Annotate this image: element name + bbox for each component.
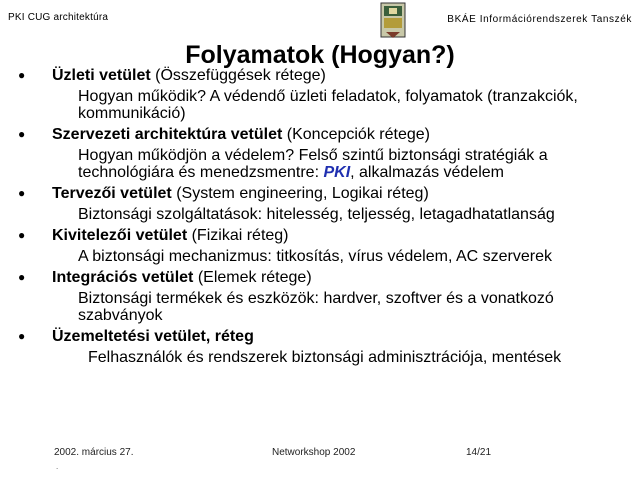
item-description: Felhasználók és rendszerek biztonsági adminisztrációja, mentések <box>88 349 562 366</box>
list-item <box>18 227 592 265</box>
item-heading: Integrációs vetület <box>52 269 194 286</box>
description-text-end: , alkalmazás védelem <box>350 164 504 181</box>
item-subtitle: (Fizikai réteg) <box>187 227 289 244</box>
list-item <box>18 185 592 223</box>
item-heading: Üzemeltetési vetület, réteg <box>52 328 254 345</box>
item-subtitle: (Összefüggések rétege) <box>150 67 326 84</box>
item-heading: Szervezeti architektúra vetület <box>52 126 283 143</box>
footer-page-number: 14/21 <box>466 447 492 458</box>
list-item <box>18 328 592 366</box>
bullet-icon: ● <box>18 329 26 343</box>
item-heading: Kivitelezői vetület <box>52 227 188 244</box>
item-subtitle: (Koncepciók rétege) <box>282 126 430 143</box>
item-description: Biztonsági szolgáltatások: hitelesség, teljesség, letagadhatatlanság <box>78 206 555 223</box>
list-item <box>18 126 592 181</box>
item-description: A biztonsági mechanizmus: titkosítás, vírus védelem, AC szerverek <box>78 248 552 265</box>
header-course-title: PKI CUG architektúra <box>8 12 109 23</box>
footer-date: 2002. március 27. <box>54 447 134 458</box>
bullet-icon: ● <box>18 127 26 141</box>
description-text: Hogyan működjön a védelem? Felső szintű biztonsági stratégiák a technológiára és menedzsmentre: <box>78 147 548 181</box>
header-department: BKÁE Információrendszerek Tanszék <box>447 14 632 25</box>
bullet-icon: ● <box>18 68 26 82</box>
bullet-icon: ● <box>18 186 26 200</box>
slide-title: Folyamatok (Hogyan?) <box>185 41 455 69</box>
item-heading: Tervezői vetület <box>52 185 172 202</box>
bullet-icon: ● <box>18 270 26 284</box>
list-item <box>18 67 592 122</box>
university-logo <box>378 2 408 42</box>
pki-highlight: PKI <box>323 164 351 181</box>
bullet-list <box>18 67 592 370</box>
list-item <box>18 269 592 324</box>
item-subtitle: (System engineering, Logikai réteg) <box>171 185 429 202</box>
item-description: Biztonsági termékek és eszközök: hardver, szoftver és a vonatkozó szabványok <box>78 290 554 324</box>
item-subtitle: (Elemek rétege) <box>193 269 312 286</box>
item-heading: Üzleti vetület <box>52 67 151 84</box>
item-description <box>52 147 592 181</box>
item-description: Hogyan működik? A védendő üzleti feladatok, folyamatok (tranzakciók, kommunikáció) <box>78 88 578 122</box>
footer-dot: . <box>56 462 59 471</box>
footer-event: Networkshop 2002 <box>272 447 356 458</box>
bullet-icon: ● <box>18 228 26 242</box>
